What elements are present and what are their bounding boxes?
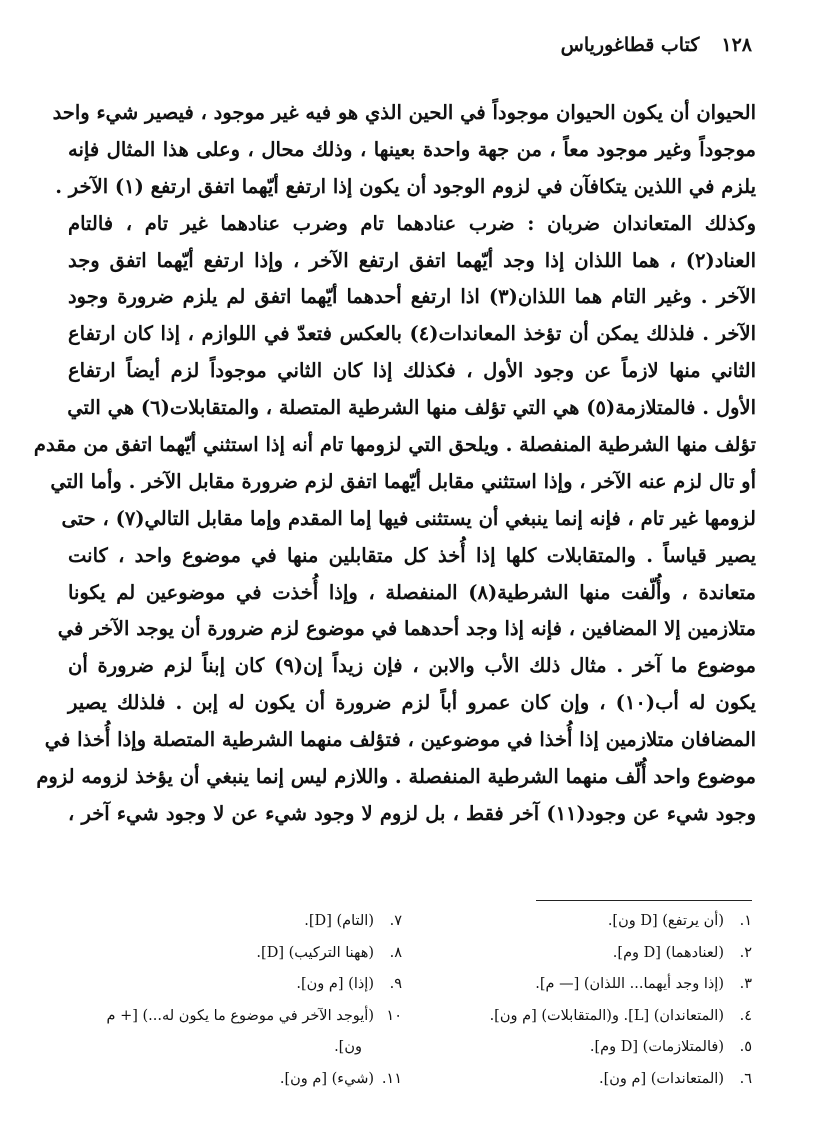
footnote bbox=[62, 969, 402, 1001]
text-line: الآخر . وغير التام هما اللذان(٣) اذا ارتفع أحدهما أيّهما اتفق لم يلزم ضرورة وجود bbox=[68, 285, 756, 309]
page-number: ١٢٨ bbox=[721, 34, 752, 56]
footnote-number: ٩. bbox=[389, 976, 402, 992]
footnote bbox=[412, 938, 752, 970]
footnote-number: ٦. bbox=[739, 1070, 752, 1087]
text-line: الأول . فالمتلازمة(٥) هي التي تؤلف منها الشرطية المتصلة ، والمتقابلات(٦) هي التي bbox=[67, 396, 756, 420]
footnote-text: (المتعاندات) [م ون]. bbox=[598, 1070, 724, 1087]
text-line: متعاندة ، وأُلّفت منها الشرطية(٨) المنفصلة ، وإذا أُخذت في موضوعين لم يكونا bbox=[68, 580, 756, 604]
footnote-number: ٨. bbox=[389, 944, 402, 961]
footnote-text: (شيء) [م ون]. bbox=[279, 1070, 374, 1087]
footnote bbox=[412, 1001, 752, 1033]
text-line: يصير قياساً . والمتقابلات كلها إذا أُخذ كل متقابلين منها في موضوع واحد ، كانت bbox=[68, 543, 756, 567]
footnote-text: (إذا وجد أيهما... اللذان) [— م]. bbox=[535, 976, 724, 992]
footnote-text: (أن يرتفع) [D ون]. bbox=[607, 913, 724, 929]
footnotes bbox=[62, 906, 752, 1095]
footnote-number: ١٠ bbox=[386, 1007, 402, 1024]
footnote bbox=[62, 906, 402, 938]
body-text bbox=[33, 95, 756, 833]
text-line: موضوع واحد أُلّف منهما الشرطية المنفصلة . واللازم ليس إنما ينبغي أن يؤخذ لزومه لزوم bbox=[36, 765, 756, 789]
text-line: لزومها غير تام ، فإنه إنما ينبغي أن يستثنى فيها إما المقدم وإما مقابل التالي(٧) ، حتى bbox=[61, 506, 756, 530]
footnote bbox=[62, 1001, 402, 1033]
text-line: متلازمين إلا المضافين ، فإنه إذا وجد أحدهما في موضوع لزم ضرورة أن يوجد الآخر في bbox=[57, 617, 756, 641]
footnote-text: (إذا) [م ون]. bbox=[296, 976, 374, 992]
footnote-text: (أيوجد الآخر في موضوع ما يكون له...) [+ م bbox=[106, 1007, 374, 1024]
footnote bbox=[412, 1064, 752, 1096]
footnote-text: (لعنادهما) [D وم]. bbox=[612, 944, 724, 961]
running-header bbox=[62, 34, 752, 64]
footnote-text: (التام) [D]. bbox=[304, 913, 374, 929]
footnote-number: ٧. bbox=[389, 913, 402, 929]
text-line: يلزم في اللذين يتكافآن في لزوم الوجود أن يكون إذا ارتفع أيّهما اتفق ارتفع (١) الآخر . bbox=[55, 174, 756, 198]
text-line: العناد(٢) ، هما اللذان إذا وجد أيّهما اتفق ارتفع الآخر ، وإذا ارتفع أيّهما اتفق وجد bbox=[68, 248, 756, 272]
footnote bbox=[412, 969, 752, 1001]
text-line: الحيوان أن يكون الحيوان موجوداً في الحين الذي هو فيه غير موجود ، فيصير شيء واحد bbox=[52, 101, 756, 124]
footnote-continuation bbox=[62, 1032, 402, 1064]
footnote-divider bbox=[536, 900, 752, 901]
footnote bbox=[62, 1064, 402, 1096]
footnote-number: ١. bbox=[739, 913, 752, 929]
footnotes-right-column bbox=[412, 906, 752, 1095]
footnote-number: ٢. bbox=[739, 944, 752, 961]
footnote-number: ٤. bbox=[739, 1007, 752, 1024]
footnote bbox=[412, 1032, 752, 1064]
footnote-number: ٣. bbox=[739, 976, 752, 992]
footnote bbox=[62, 938, 402, 970]
text-line: موضوع ما آخر . مثال ذلك الأب والابن ، فإن زيداً إن(٩) كان إبناً لزم ضرورة أن bbox=[68, 654, 756, 678]
footnote-text: (المتعاندان) [L]. و(المتقابلات) [م ون]. bbox=[489, 1007, 724, 1024]
text-line: أو تال لزم عنه الآخر ، وإذا استثني مقابل أيّهما اتفق لزم ضرورة مقابل الآخر . وأما التي bbox=[50, 469, 756, 493]
footnote bbox=[412, 906, 752, 938]
footnote-text: (ههنا التركيب) [D]. bbox=[256, 944, 374, 961]
text-line: الآخر . فلذلك يمكن أن تؤخذ المعاندات(٤) بالعكس فتعدّ في اللوازم ، إذا كان ارتفاع bbox=[68, 322, 756, 346]
text-line: تؤلف منها الشرطية المنفصلة . ويلحق التي لزومها تام أنه إذا استثني أيّهما اتفق من مقدم bbox=[33, 433, 756, 457]
footnotes-left-column bbox=[62, 906, 402, 1095]
text-line: يكون له أب(١٠) ، وإن كان عمرو أباً لزم ضرورة أن يكون له إبن . فلذلك يصير bbox=[68, 691, 756, 715]
text-line: المضافان متلازمين إذا أُخذا في موضوعين ، فتؤلف منهما الشرطية المتصلة وإذا أُخذا في bbox=[44, 728, 756, 752]
text-line: الثاني منها لازماً عن وجود الأول ، فكذلك إذا كان الثاني موجوداً لزم أيضاً ارتفاع bbox=[68, 359, 756, 383]
text-line: موجوداً وغير موجود معاً ، من جهة واحدة بعينها ، وذلك محال ، وعلى هذا المثال فإنه bbox=[68, 137, 756, 161]
text-line: وكذلك المتعاندان ضربان : ضرب عنادهما تام وضرب عنادهما غير تام ، فالتام bbox=[68, 211, 756, 235]
footnote-number: ٥. bbox=[739, 1039, 752, 1055]
footnote-text: (فالمتلازمات) [D وم]. bbox=[589, 1039, 724, 1055]
book-title: كتاب قطاغورياس bbox=[560, 34, 700, 56]
footnote-number: ١١. bbox=[381, 1070, 402, 1087]
text-line: وجود شيء عن وجود(١١) آخر فقط ، بل لزوم لا وجود شيء عن لا وجود شيء آخر ، bbox=[68, 801, 756, 825]
footnote-text: ون]. bbox=[334, 1039, 362, 1055]
